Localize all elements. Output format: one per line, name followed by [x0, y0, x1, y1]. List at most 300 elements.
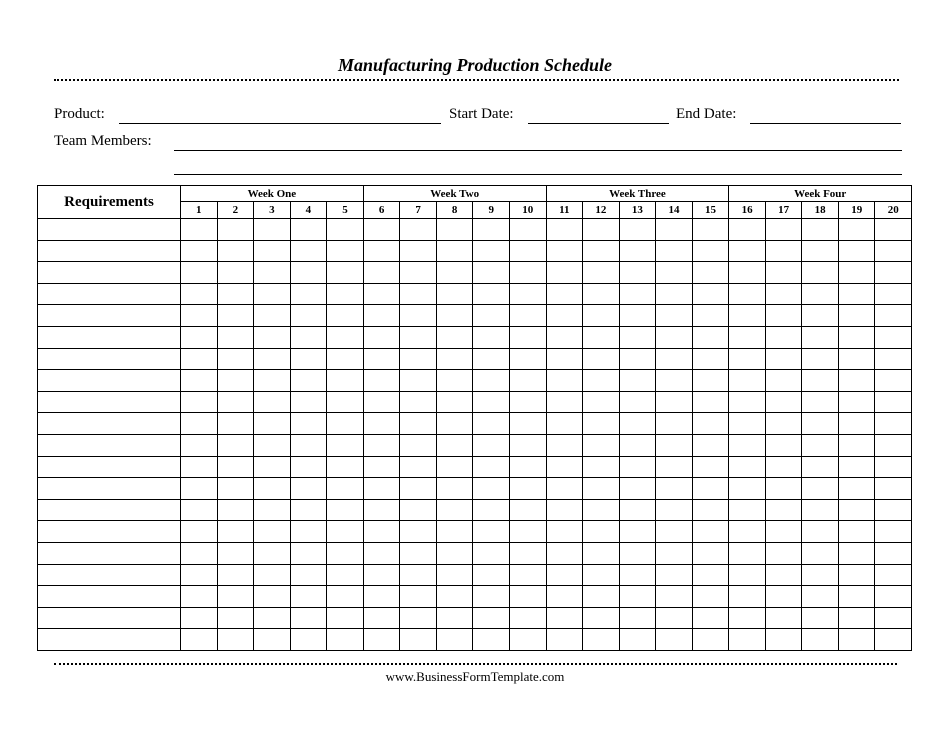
requirement-cell[interactable]	[38, 629, 181, 651]
schedule-cell[interactable]	[765, 219, 802, 241]
schedule-cell[interactable]	[729, 219, 766, 241]
schedule-cell[interactable]	[181, 434, 218, 456]
schedule-cell[interactable]	[290, 499, 327, 521]
schedule-cell[interactable]	[765, 240, 802, 262]
schedule-cell[interactable]	[656, 499, 693, 521]
schedule-cell[interactable]	[619, 586, 656, 608]
schedule-cell[interactable]	[729, 542, 766, 564]
requirement-cell[interactable]	[38, 262, 181, 284]
requirement-cell[interactable]	[38, 521, 181, 543]
schedule-cell[interactable]	[400, 456, 437, 478]
requirement-cell[interactable]	[38, 607, 181, 629]
schedule-cell[interactable]	[254, 521, 291, 543]
schedule-cell[interactable]	[473, 521, 510, 543]
schedule-cell[interactable]	[181, 629, 218, 651]
schedule-cell[interactable]	[290, 348, 327, 370]
schedule-cell[interactable]	[802, 240, 839, 262]
schedule-cell[interactable]	[436, 434, 473, 456]
schedule-cell[interactable]	[254, 305, 291, 327]
schedule-cell[interactable]	[583, 478, 620, 500]
schedule-cell[interactable]	[400, 305, 437, 327]
schedule-cell[interactable]	[363, 348, 400, 370]
schedule-cell[interactable]	[875, 219, 912, 241]
schedule-cell[interactable]	[509, 370, 546, 392]
schedule-cell[interactable]	[875, 629, 912, 651]
schedule-cell[interactable]	[838, 456, 875, 478]
schedule-cell[interactable]	[583, 434, 620, 456]
schedule-cell[interactable]	[729, 564, 766, 586]
schedule-cell[interactable]	[290, 283, 327, 305]
schedule-cell[interactable]	[400, 262, 437, 284]
schedule-cell[interactable]	[729, 391, 766, 413]
schedule-cell[interactable]	[181, 478, 218, 500]
schedule-cell[interactable]	[765, 413, 802, 435]
schedule-cell[interactable]	[436, 607, 473, 629]
schedule-cell[interactable]	[254, 391, 291, 413]
schedule-cell[interactable]	[436, 305, 473, 327]
requirement-cell[interactable]	[38, 542, 181, 564]
schedule-cell[interactable]	[181, 283, 218, 305]
schedule-cell[interactable]	[217, 456, 254, 478]
schedule-cell[interactable]	[692, 434, 729, 456]
requirement-cell[interactable]	[38, 499, 181, 521]
schedule-cell[interactable]	[400, 478, 437, 500]
requirement-cell[interactable]	[38, 305, 181, 327]
schedule-cell[interactable]	[838, 607, 875, 629]
schedule-cell[interactable]	[546, 326, 583, 348]
schedule-cell[interactable]	[327, 305, 364, 327]
schedule-cell[interactable]	[254, 348, 291, 370]
schedule-cell[interactable]	[327, 629, 364, 651]
schedule-cell[interactable]	[583, 305, 620, 327]
schedule-cell[interactable]	[656, 283, 693, 305]
requirement-cell[interactable]	[38, 326, 181, 348]
schedule-cell[interactable]	[363, 542, 400, 564]
schedule-cell[interactable]	[436, 348, 473, 370]
schedule-cell[interactable]	[619, 283, 656, 305]
schedule-cell[interactable]	[254, 542, 291, 564]
schedule-cell[interactable]	[656, 262, 693, 284]
schedule-cell[interactable]	[838, 283, 875, 305]
schedule-cell[interactable]	[181, 564, 218, 586]
schedule-cell[interactable]	[400, 521, 437, 543]
schedule-cell[interactable]	[875, 370, 912, 392]
schedule-cell[interactable]	[656, 413, 693, 435]
schedule-cell[interactable]	[363, 240, 400, 262]
schedule-cell[interactable]	[765, 521, 802, 543]
schedule-cell[interactable]	[619, 262, 656, 284]
schedule-cell[interactable]	[619, 478, 656, 500]
schedule-cell[interactable]	[473, 586, 510, 608]
schedule-cell[interactable]	[838, 262, 875, 284]
schedule-cell[interactable]	[802, 262, 839, 284]
schedule-cell[interactable]	[473, 326, 510, 348]
schedule-cell[interactable]	[509, 305, 546, 327]
schedule-cell[interactable]	[327, 586, 364, 608]
schedule-cell[interactable]	[838, 326, 875, 348]
schedule-cell[interactable]	[692, 305, 729, 327]
schedule-cell[interactable]	[656, 391, 693, 413]
schedule-cell[interactable]	[254, 586, 291, 608]
schedule-cell[interactable]	[875, 586, 912, 608]
schedule-cell[interactable]	[583, 391, 620, 413]
schedule-cell[interactable]	[619, 521, 656, 543]
schedule-cell[interactable]	[436, 326, 473, 348]
schedule-cell[interactable]	[509, 607, 546, 629]
schedule-cell[interactable]	[619, 240, 656, 262]
schedule-cell[interactable]	[583, 542, 620, 564]
schedule-cell[interactable]	[692, 456, 729, 478]
schedule-cell[interactable]	[290, 434, 327, 456]
schedule-cell[interactable]	[619, 326, 656, 348]
schedule-cell[interactable]	[546, 521, 583, 543]
schedule-cell[interactable]	[838, 564, 875, 586]
schedule-cell[interactable]	[583, 456, 620, 478]
schedule-cell[interactable]	[400, 629, 437, 651]
schedule-cell[interactable]	[729, 326, 766, 348]
schedule-cell[interactable]	[656, 434, 693, 456]
schedule-cell[interactable]	[692, 478, 729, 500]
schedule-cell[interactable]	[875, 499, 912, 521]
schedule-cell[interactable]	[436, 499, 473, 521]
schedule-cell[interactable]	[290, 326, 327, 348]
schedule-cell[interactable]	[400, 326, 437, 348]
schedule-cell[interactable]	[400, 434, 437, 456]
schedule-cell[interactable]	[692, 629, 729, 651]
schedule-cell[interactable]	[181, 521, 218, 543]
schedule-cell[interactable]	[290, 391, 327, 413]
schedule-cell[interactable]	[729, 586, 766, 608]
schedule-cell[interactable]	[217, 499, 254, 521]
schedule-cell[interactable]	[254, 478, 291, 500]
schedule-cell[interactable]	[217, 326, 254, 348]
schedule-cell[interactable]	[217, 542, 254, 564]
schedule-cell[interactable]	[400, 370, 437, 392]
schedule-cell[interactable]	[838, 219, 875, 241]
schedule-cell[interactable]	[583, 370, 620, 392]
schedule-cell[interactable]	[327, 434, 364, 456]
requirement-cell[interactable]	[38, 478, 181, 500]
schedule-cell[interactable]	[327, 542, 364, 564]
schedule-cell[interactable]	[619, 456, 656, 478]
schedule-cell[interactable]	[254, 326, 291, 348]
schedule-cell[interactable]	[729, 499, 766, 521]
schedule-cell[interactable]	[473, 478, 510, 500]
schedule-cell[interactable]	[436, 283, 473, 305]
schedule-cell[interactable]	[546, 499, 583, 521]
schedule-cell[interactable]	[327, 391, 364, 413]
schedule-cell[interactable]	[473, 283, 510, 305]
schedule-cell[interactable]	[254, 283, 291, 305]
requirement-cell[interactable]	[38, 283, 181, 305]
schedule-cell[interactable]	[509, 326, 546, 348]
schedule-cell[interactable]	[692, 413, 729, 435]
schedule-cell[interactable]	[546, 586, 583, 608]
schedule-cell[interactable]	[509, 586, 546, 608]
schedule-cell[interactable]	[875, 305, 912, 327]
schedule-cell[interactable]	[656, 521, 693, 543]
schedule-cell[interactable]	[217, 413, 254, 435]
schedule-cell[interactable]	[619, 219, 656, 241]
schedule-cell[interactable]	[802, 413, 839, 435]
schedule-cell[interactable]	[290, 305, 327, 327]
schedule-cell[interactable]	[875, 262, 912, 284]
schedule-cell[interactable]	[583, 348, 620, 370]
schedule-cell[interactable]	[729, 521, 766, 543]
schedule-cell[interactable]	[765, 283, 802, 305]
schedule-cell[interactable]	[765, 391, 802, 413]
requirement-cell[interactable]	[38, 240, 181, 262]
requirement-cell[interactable]	[38, 456, 181, 478]
schedule-cell[interactable]	[546, 607, 583, 629]
schedule-cell[interactable]	[838, 542, 875, 564]
schedule-cell[interactable]	[765, 326, 802, 348]
schedule-cell[interactable]	[181, 305, 218, 327]
team-members-field-1[interactable]	[174, 150, 902, 151]
schedule-cell[interactable]	[546, 219, 583, 241]
schedule-cell[interactable]	[254, 456, 291, 478]
schedule-cell[interactable]	[400, 240, 437, 262]
schedule-cell[interactable]	[473, 499, 510, 521]
requirement-cell[interactable]	[38, 219, 181, 241]
schedule-cell[interactable]	[473, 413, 510, 435]
schedule-cell[interactable]	[473, 348, 510, 370]
schedule-cell[interactable]	[729, 607, 766, 629]
schedule-cell[interactable]	[729, 305, 766, 327]
schedule-cell[interactable]	[181, 542, 218, 564]
schedule-cell[interactable]	[656, 564, 693, 586]
requirement-cell[interactable]	[38, 348, 181, 370]
schedule-cell[interactable]	[363, 434, 400, 456]
schedule-cell[interactable]	[838, 521, 875, 543]
schedule-cell[interactable]	[838, 240, 875, 262]
team-members-field-2[interactable]	[174, 174, 902, 175]
schedule-cell[interactable]	[327, 326, 364, 348]
schedule-cell[interactable]	[875, 456, 912, 478]
schedule-cell[interactable]	[363, 521, 400, 543]
schedule-cell[interactable]	[363, 305, 400, 327]
schedule-cell[interactable]	[692, 586, 729, 608]
schedule-cell[interactable]	[363, 370, 400, 392]
schedule-cell[interactable]	[765, 586, 802, 608]
schedule-cell[interactable]	[327, 521, 364, 543]
schedule-cell[interactable]	[509, 240, 546, 262]
schedule-cell[interactable]	[400, 586, 437, 608]
schedule-cell[interactable]	[181, 499, 218, 521]
schedule-cell[interactable]	[290, 629, 327, 651]
schedule-cell[interactable]	[583, 262, 620, 284]
schedule-cell[interactable]	[181, 607, 218, 629]
schedule-cell[interactable]	[327, 478, 364, 500]
schedule-cell[interactable]	[436, 240, 473, 262]
schedule-cell[interactable]	[181, 219, 218, 241]
schedule-cell[interactable]	[656, 629, 693, 651]
schedule-cell[interactable]	[692, 521, 729, 543]
schedule-cell[interactable]	[436, 521, 473, 543]
schedule-cell[interactable]	[509, 413, 546, 435]
schedule-cell[interactable]	[765, 499, 802, 521]
schedule-cell[interactable]	[838, 586, 875, 608]
schedule-cell[interactable]	[765, 262, 802, 284]
schedule-cell[interactable]	[436, 413, 473, 435]
schedule-cell[interactable]	[656, 542, 693, 564]
schedule-cell[interactable]	[327, 283, 364, 305]
schedule-cell[interactable]	[838, 391, 875, 413]
schedule-cell[interactable]	[473, 391, 510, 413]
schedule-cell[interactable]	[473, 542, 510, 564]
schedule-cell[interactable]	[436, 629, 473, 651]
schedule-cell[interactable]	[473, 629, 510, 651]
schedule-cell[interactable]	[619, 607, 656, 629]
schedule-cell[interactable]	[217, 305, 254, 327]
schedule-cell[interactable]	[436, 370, 473, 392]
schedule-cell[interactable]	[290, 586, 327, 608]
schedule-cell[interactable]	[875, 478, 912, 500]
schedule-cell[interactable]	[619, 542, 656, 564]
schedule-cell[interactable]	[290, 240, 327, 262]
schedule-cell[interactable]	[875, 391, 912, 413]
schedule-cell[interactable]	[181, 413, 218, 435]
schedule-cell[interactable]	[473, 262, 510, 284]
schedule-cell[interactable]	[509, 629, 546, 651]
schedule-cell[interactable]	[290, 542, 327, 564]
schedule-cell[interactable]	[802, 542, 839, 564]
schedule-cell[interactable]	[583, 326, 620, 348]
requirement-cell[interactable]	[38, 564, 181, 586]
schedule-cell[interactable]	[254, 413, 291, 435]
schedule-cell[interactable]	[509, 521, 546, 543]
schedule-cell[interactable]	[619, 413, 656, 435]
schedule-cell[interactable]	[802, 348, 839, 370]
schedule-cell[interactable]	[546, 305, 583, 327]
schedule-cell[interactable]	[802, 391, 839, 413]
schedule-cell[interactable]	[546, 564, 583, 586]
schedule-cell[interactable]	[436, 456, 473, 478]
schedule-cell[interactable]	[656, 456, 693, 478]
schedule-cell[interactable]	[546, 283, 583, 305]
schedule-cell[interactable]	[473, 240, 510, 262]
schedule-cell[interactable]	[583, 499, 620, 521]
schedule-cell[interactable]	[838, 629, 875, 651]
schedule-cell[interactable]	[436, 542, 473, 564]
schedule-cell[interactable]	[838, 499, 875, 521]
schedule-cell[interactable]	[436, 564, 473, 586]
requirement-cell[interactable]	[38, 586, 181, 608]
schedule-cell[interactable]	[765, 348, 802, 370]
schedule-cell[interactable]	[802, 219, 839, 241]
schedule-cell[interactable]	[802, 434, 839, 456]
schedule-cell[interactable]	[838, 478, 875, 500]
schedule-cell[interactable]	[181, 348, 218, 370]
schedule-cell[interactable]	[290, 413, 327, 435]
schedule-cell[interactable]	[656, 326, 693, 348]
schedule-cell[interactable]	[363, 629, 400, 651]
schedule-cell[interactable]	[656, 607, 693, 629]
schedule-cell[interactable]	[509, 283, 546, 305]
schedule-cell[interactable]	[363, 456, 400, 478]
schedule-cell[interactable]	[765, 629, 802, 651]
schedule-cell[interactable]	[838, 413, 875, 435]
schedule-cell[interactable]	[546, 478, 583, 500]
schedule-cell[interactable]	[656, 348, 693, 370]
schedule-cell[interactable]	[802, 283, 839, 305]
schedule-cell[interactable]	[875, 542, 912, 564]
schedule-cell[interactable]	[729, 434, 766, 456]
schedule-cell[interactable]	[692, 262, 729, 284]
schedule-cell[interactable]	[802, 521, 839, 543]
schedule-cell[interactable]	[327, 499, 364, 521]
schedule-cell[interactable]	[765, 478, 802, 500]
schedule-cell[interactable]	[729, 283, 766, 305]
schedule-cell[interactable]	[363, 564, 400, 586]
schedule-cell[interactable]	[729, 240, 766, 262]
schedule-cell[interactable]	[619, 370, 656, 392]
schedule-cell[interactable]	[217, 434, 254, 456]
schedule-cell[interactable]	[875, 348, 912, 370]
schedule-cell[interactable]	[656, 305, 693, 327]
schedule-cell[interactable]	[363, 586, 400, 608]
schedule-cell[interactable]	[729, 456, 766, 478]
schedule-cell[interactable]	[765, 305, 802, 327]
schedule-cell[interactable]	[217, 607, 254, 629]
schedule-cell[interactable]	[217, 521, 254, 543]
schedule-cell[interactable]	[619, 564, 656, 586]
schedule-cell[interactable]	[509, 434, 546, 456]
schedule-cell[interactable]	[509, 348, 546, 370]
schedule-cell[interactable]	[217, 240, 254, 262]
schedule-cell[interactable]	[181, 326, 218, 348]
schedule-cell[interactable]	[692, 391, 729, 413]
schedule-cell[interactable]	[400, 391, 437, 413]
schedule-cell[interactable]	[583, 586, 620, 608]
requirement-cell[interactable]	[38, 370, 181, 392]
schedule-cell[interactable]	[363, 478, 400, 500]
schedule-cell[interactable]	[363, 413, 400, 435]
schedule-cell[interactable]	[363, 326, 400, 348]
schedule-cell[interactable]	[692, 219, 729, 241]
schedule-cell[interactable]	[619, 629, 656, 651]
schedule-cell[interactable]	[875, 283, 912, 305]
schedule-cell[interactable]	[509, 391, 546, 413]
schedule-cell[interactable]	[729, 478, 766, 500]
schedule-cell[interactable]	[802, 564, 839, 586]
schedule-cell[interactable]	[583, 521, 620, 543]
schedule-cell[interactable]	[583, 283, 620, 305]
schedule-cell[interactable]	[473, 370, 510, 392]
schedule-cell[interactable]	[473, 564, 510, 586]
schedule-cell[interactable]	[473, 219, 510, 241]
schedule-cell[interactable]	[181, 391, 218, 413]
schedule-cell[interactable]	[181, 456, 218, 478]
schedule-cell[interactable]	[436, 219, 473, 241]
schedule-cell[interactable]	[436, 478, 473, 500]
schedule-cell[interactable]	[802, 607, 839, 629]
schedule-cell[interactable]	[509, 219, 546, 241]
schedule-cell[interactable]	[327, 607, 364, 629]
schedule-cell[interactable]	[290, 521, 327, 543]
schedule-cell[interactable]	[802, 629, 839, 651]
schedule-cell[interactable]	[802, 456, 839, 478]
schedule-cell[interactable]	[838, 370, 875, 392]
schedule-cell[interactable]	[546, 391, 583, 413]
schedule-cell[interactable]	[838, 434, 875, 456]
schedule-cell[interactable]	[583, 219, 620, 241]
schedule-cell[interactable]	[363, 283, 400, 305]
schedule-cell[interactable]	[400, 283, 437, 305]
schedule-cell[interactable]	[875, 434, 912, 456]
schedule-cell[interactable]	[254, 629, 291, 651]
schedule-cell[interactable]	[875, 326, 912, 348]
